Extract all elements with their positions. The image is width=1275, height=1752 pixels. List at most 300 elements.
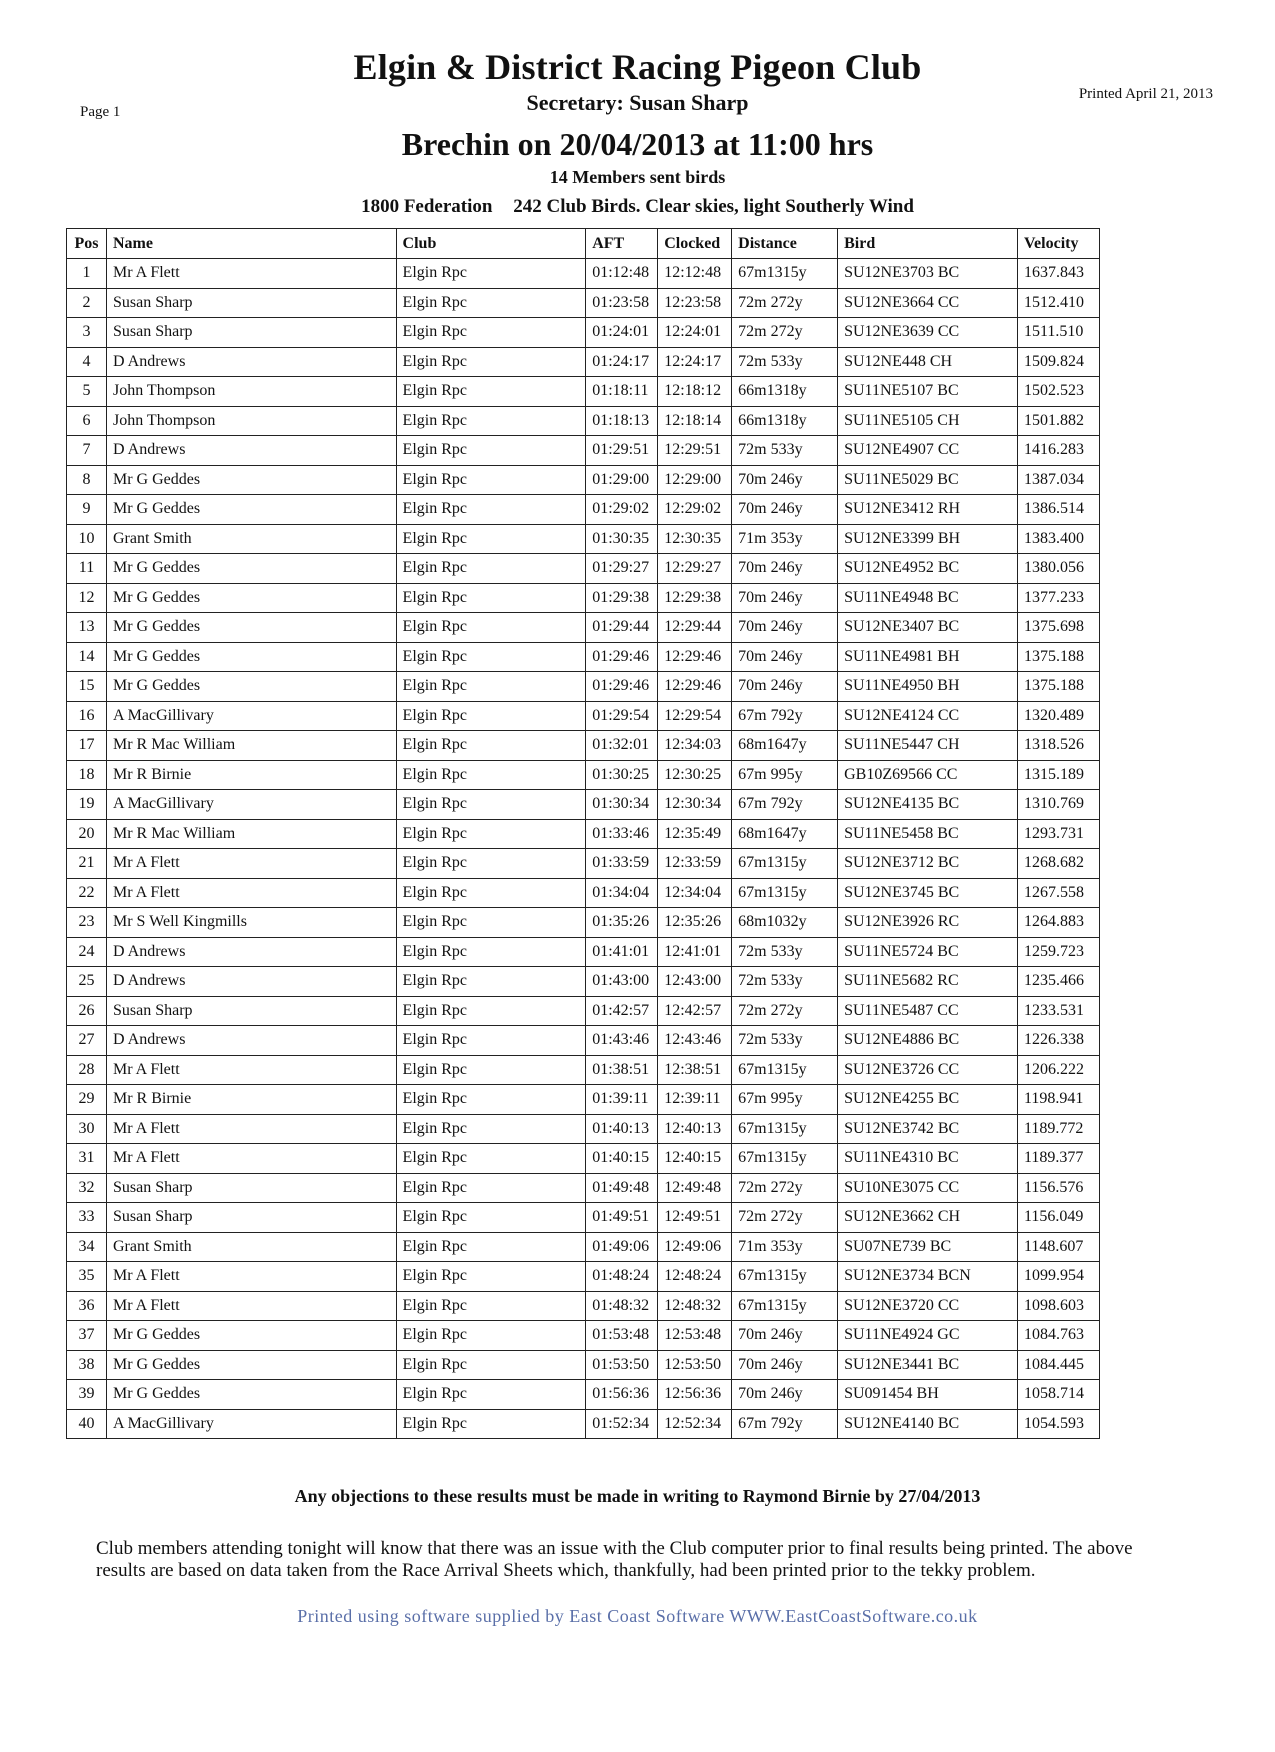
cell-bird: SU11NE5105 CH [838,406,1018,436]
cell-velocity: 1310.769 [1017,790,1099,820]
cell-velocity: 1226.338 [1017,1026,1099,1056]
cell-name: D Andrews [106,347,396,377]
cell-name: Mr G Geddes [106,642,396,672]
cell-club: Elgin Rpc [396,1144,586,1174]
cell-name: Susan Sharp [106,318,396,348]
cell-name: D Andrews [106,937,396,967]
cell-distance: 67m 995y [732,760,838,790]
cell-name: Mr A Flett [106,1144,396,1174]
cell-pos: 32 [67,1173,107,1203]
cell-bird: SU11NE5447 CH [838,731,1018,761]
cell-club: Elgin Rpc [396,1203,586,1233]
cell-distance: 72m 533y [732,967,838,997]
cell-distance: 72m 533y [732,436,838,466]
table-row [67,524,1100,554]
cell-distance: 67m1315y [732,1291,838,1321]
cell-name: A MacGillivary [106,790,396,820]
cell-clocked: 12:29:38 [658,583,732,613]
cell-club: Elgin Rpc [396,1085,586,1115]
cell-distance: 71m 353y [732,524,838,554]
cell-pos: 16 [67,701,107,731]
cell-clocked: 12:18:12 [658,377,732,407]
cell-bird: SU11NE4981 BH [838,642,1018,672]
cell-clocked: 12:43:46 [658,1026,732,1056]
cell-bird: SU11NE5724 BC [838,937,1018,967]
race-heading: Brechin on 20/04/2013 at 11:00 hrs [401,126,874,162]
cell-aft: 01:49:51 [586,1203,658,1233]
cell-club: Elgin Rpc [396,436,586,466]
cell-aft: 01:35:26 [586,908,658,938]
cell-bird: SU12NE3664 CC [838,288,1018,318]
cell-club: Elgin Rpc [396,465,586,495]
cell-velocity: 1156.049 [1017,1203,1099,1233]
cell-aft: 01:29:44 [586,613,658,643]
cell-bird: SU12NE4135 BC [838,790,1018,820]
cell-velocity: 1383.400 [1017,524,1099,554]
cell-velocity: 1084.763 [1017,1321,1099,1351]
table-row [67,465,1100,495]
cell-clocked: 12:35:49 [658,819,732,849]
cell-distance: 67m1315y [732,849,838,879]
cell-bird: SU10NE3075 CC [838,1173,1018,1203]
cell-name: Mr R Mac William [106,819,396,849]
cell-name: Grant Smith [106,524,396,554]
cell-bird: SU12NE4140 BC [838,1409,1018,1439]
cell-aft: 01:33:59 [586,849,658,879]
cell-velocity: 1293.731 [1017,819,1099,849]
cell-bird: SU12NE4124 CC [838,701,1018,731]
cell-pos: 21 [67,849,107,879]
table-row [67,1409,1100,1439]
table-row [67,436,1100,466]
cell-pos: 34 [67,1232,107,1262]
table-row [67,1055,1100,1085]
cell-bird: SU12NE4886 BC [838,1026,1018,1056]
cell-name: Mr G Geddes [106,495,396,525]
cell-aft: 01:29:46 [586,672,658,702]
cell-velocity: 1084.445 [1017,1350,1099,1380]
cell-clocked: 12:24:01 [658,318,732,348]
software-credit: Printed using software supplied by East Coast Software WWW.EastCoastSoftware.co.uk [297,1606,978,1626]
cell-name: Mr G Geddes [106,1321,396,1351]
cell-distance: 72m 272y [732,1173,838,1203]
cell-aft: 01:29:46 [586,642,658,672]
cell-pos: 35 [67,1262,107,1292]
cell-velocity: 1375.188 [1017,672,1099,702]
cell-aft: 01:48:24 [586,1262,658,1292]
cell-name: Mr G Geddes [106,554,396,584]
cell-name: Susan Sharp [106,996,396,1026]
cell-bird: SU12NE4952 BC [838,554,1018,584]
cell-clocked: 12:52:34 [658,1409,732,1439]
cell-velocity: 1189.772 [1017,1114,1099,1144]
cell-pos: 39 [67,1380,107,1410]
cell-distance: 67m1315y [732,1262,838,1292]
cell-clocked: 12:29:46 [658,642,732,672]
column-header-bird: Bird [838,229,1018,259]
cell-pos: 37 [67,1321,107,1351]
cell-velocity: 1320.489 [1017,701,1099,731]
cell-name: Mr A Flett [106,1262,396,1292]
cell-pos: 7 [67,436,107,466]
cell-bird: GB10Z69566 CC [838,760,1018,790]
cell-clocked: 12:42:57 [658,996,732,1026]
cell-velocity: 1502.523 [1017,377,1099,407]
cell-aft: 01:33:46 [586,819,658,849]
cell-name: Mr G Geddes [106,1380,396,1410]
cell-club: Elgin Rpc [396,524,586,554]
cell-pos: 36 [67,1291,107,1321]
cell-distance: 70m 246y [732,1321,838,1351]
cell-velocity: 1156.576 [1017,1173,1099,1203]
cell-aft: 01:24:17 [586,347,658,377]
column-header-aft: AFT [586,229,658,259]
cell-clocked: 12:29:54 [658,701,732,731]
table-row [67,1203,1100,1233]
cell-name: Mr A Flett [106,1291,396,1321]
cell-bird: SU12NE3441 BC [838,1350,1018,1380]
table-row [67,701,1100,731]
cell-distance: 67m1315y [732,1114,838,1144]
table-row [67,1291,1100,1321]
table-row [67,583,1100,613]
cell-aft: 01:40:13 [586,1114,658,1144]
cell-clocked: 12:29:51 [658,436,732,466]
cell-aft: 01:30:35 [586,524,658,554]
cell-bird: SU12NE3399 BH [838,524,1018,554]
table-row [67,1321,1100,1351]
cell-club: Elgin Rpc [396,1262,586,1292]
table-row [67,347,1100,377]
cell-club: Elgin Rpc [396,288,586,318]
cell-name: Mr A Flett [106,849,396,879]
cell-distance: 70m 246y [732,1380,838,1410]
cell-name: Mr G Geddes [106,465,396,495]
cell-clocked: 12:33:59 [658,849,732,879]
cell-distance: 68m1647y [732,731,838,761]
cell-pos: 31 [67,1144,107,1174]
cell-club: Elgin Rpc [396,1380,586,1410]
table-row [67,849,1100,879]
cell-pos: 24 [67,937,107,967]
cell-pos: 2 [67,288,107,318]
cell-club: Elgin Rpc [396,259,586,289]
cell-bird: SU11NE5487 CC [838,996,1018,1026]
cell-bird: SU12NE3712 BC [838,849,1018,879]
cell-name: John Thompson [106,406,396,436]
cell-club: Elgin Rpc [396,1055,586,1085]
cell-name: Mr A Flett [106,259,396,289]
cell-club: Elgin Rpc [396,1291,586,1321]
cell-aft: 01:18:11 [586,377,658,407]
cell-pos: 23 [67,908,107,938]
cell-name: Mr R Birnie [106,760,396,790]
cell-name: John Thompson [106,377,396,407]
cell-pos: 8 [67,465,107,495]
table-row [67,996,1100,1026]
table-row [67,1380,1100,1410]
cell-aft: 01:43:00 [586,967,658,997]
cell-velocity: 1099.954 [1017,1262,1099,1292]
cell-name: Mr G Geddes [106,672,396,702]
cell-aft: 01:32:01 [586,731,658,761]
cell-clocked: 12:24:17 [658,347,732,377]
cell-velocity: 1235.466 [1017,967,1099,997]
cell-bird: SU12NE3926 RC [838,908,1018,938]
cell-clocked: 12:35:26 [658,908,732,938]
table-row [67,1144,1100,1174]
cell-velocity: 1315.189 [1017,760,1099,790]
cell-pos: 20 [67,819,107,849]
column-header-pos: Pos [67,229,107,259]
cell-clocked: 12:53:50 [658,1350,732,1380]
cell-aft: 01:29:51 [586,436,658,466]
table-row [67,1232,1100,1262]
cell-club: Elgin Rpc [396,583,586,613]
cell-aft: 01:56:36 [586,1380,658,1410]
cell-velocity: 1416.283 [1017,436,1099,466]
cell-name: Mr R Birnie [106,1085,396,1115]
cell-bird: SU11NE5682 RC [838,967,1018,997]
cell-distance: 67m 995y [732,1085,838,1115]
cell-velocity: 1264.883 [1017,908,1099,938]
table-row [67,642,1100,672]
cell-pos: 13 [67,613,107,643]
cell-velocity: 1380.056 [1017,554,1099,584]
cell-pos: 30 [67,1114,107,1144]
cell-name: A MacGillivary [106,701,396,731]
cell-velocity: 1509.824 [1017,347,1099,377]
column-header-name: Name [106,229,396,259]
cell-aft: 01:12:48 [586,259,658,289]
cell-bird: SU11NE4924 GC [838,1321,1018,1351]
cell-clocked: 12:38:51 [658,1055,732,1085]
results-body [67,259,1100,1439]
cell-pos: 29 [67,1085,107,1115]
cell-club: Elgin Rpc [396,642,586,672]
cell-bird: SU12NE3703 BC [838,259,1018,289]
cell-distance: 67m1315y [732,1144,838,1174]
cell-distance: 66m1318y [732,377,838,407]
cell-velocity: 1148.607 [1017,1232,1099,1262]
cell-clocked: 12:40:15 [658,1144,732,1174]
cell-club: Elgin Rpc [396,1173,586,1203]
cell-club: Elgin Rpc [396,347,586,377]
cell-clocked: 12:48:32 [658,1291,732,1321]
cell-clocked: 12:29:00 [658,465,732,495]
cell-club: Elgin Rpc [396,318,586,348]
cell-bird: SU12NE3745 BC [838,878,1018,908]
cell-aft: 01:49:48 [586,1173,658,1203]
cell-clocked: 12:49:48 [658,1173,732,1203]
cell-velocity: 1259.723 [1017,937,1099,967]
cell-pos: 19 [67,790,107,820]
cell-distance: 67m 792y [732,1409,838,1439]
cell-bird: SU12NE3639 CC [838,318,1018,348]
table-header-row [67,229,1100,259]
cell-name: D Andrews [106,1026,396,1056]
cell-aft: 01:29:38 [586,583,658,613]
table-row [67,1085,1100,1115]
cell-distance: 71m 353y [732,1232,838,1262]
table-row [67,613,1100,643]
cell-distance: 72m 533y [732,937,838,967]
cell-club: Elgin Rpc [396,1026,586,1056]
cell-bird: SU12NE4907 CC [838,436,1018,466]
cell-velocity: 1268.682 [1017,849,1099,879]
cell-name: Grant Smith [106,1232,396,1262]
cell-bird: SU11NE4310 BC [838,1144,1018,1174]
federation-count: 1800 Federation [361,196,493,217]
cell-pos: 18 [67,760,107,790]
secretary-line: Secretary: Susan Sharp [526,90,749,115]
cell-velocity: 1637.843 [1017,259,1099,289]
cell-club: Elgin Rpc [396,701,586,731]
cell-bird: SU12NE448 CH [838,347,1018,377]
cell-pos: 40 [67,1409,107,1439]
cell-name: Mr A Flett [106,1055,396,1085]
cell-pos: 27 [67,1026,107,1056]
cell-name: Mr A Flett [106,1114,396,1144]
cell-velocity: 1198.941 [1017,1085,1099,1115]
cell-clocked: 12:39:11 [658,1085,732,1115]
cell-aft: 01:39:11 [586,1085,658,1115]
cell-name: Mr G Geddes [106,1350,396,1380]
cell-aft: 01:41:01 [586,937,658,967]
cell-bird: SU091454 BH [838,1380,1018,1410]
cell-velocity: 1189.377 [1017,1144,1099,1174]
cell-velocity: 1386.514 [1017,495,1099,525]
cell-clocked: 12:56:36 [658,1380,732,1410]
cell-club: Elgin Rpc [396,554,586,584]
column-header-velocity: Velocity [1017,229,1099,259]
cell-pos: 6 [67,406,107,436]
cell-bird: SU11NE5458 BC [838,819,1018,849]
table-row [67,760,1100,790]
cell-velocity: 1054.593 [1017,1409,1099,1439]
cell-velocity: 1511.510 [1017,318,1099,348]
cell-name: Mr S Well Kingmills [106,908,396,938]
cell-clocked: 12:30:34 [658,790,732,820]
cell-bird: SU12NE3742 BC [838,1114,1018,1144]
cell-distance: 72m 533y [732,1026,838,1056]
cell-clocked: 12:34:04 [658,878,732,908]
cell-velocity: 1375.188 [1017,642,1099,672]
cell-club: Elgin Rpc [396,878,586,908]
cell-aft: 01:23:58 [586,288,658,318]
cell-distance: 67m1315y [732,1055,838,1085]
cell-clocked: 12:23:58 [658,288,732,318]
cell-club: Elgin Rpc [396,1409,586,1439]
table-row [67,731,1100,761]
cell-clocked: 12:30:35 [658,524,732,554]
table-row [67,878,1100,908]
cell-aft: 01:38:51 [586,1055,658,1085]
cell-pos: 1 [67,259,107,289]
cell-club: Elgin Rpc [396,908,586,938]
cell-pos: 28 [67,1055,107,1085]
table-row [67,937,1100,967]
cell-club: Elgin Rpc [396,967,586,997]
table-row [67,1350,1100,1380]
cell-bird: SU12NE3407 BC [838,613,1018,643]
cell-distance: 68m1647y [732,819,838,849]
cell-clocked: 12:29:46 [658,672,732,702]
cell-bird: SU11NE5029 BC [838,465,1018,495]
cell-distance: 70m 246y [732,672,838,702]
page-number: Page 1 [80,104,121,120]
cell-clocked: 12:29:27 [658,554,732,584]
cell-aft: 01:30:25 [586,760,658,790]
table-row [67,1114,1100,1144]
table-row [67,1262,1100,1292]
cell-clocked: 12:43:00 [658,967,732,997]
cell-name: Mr G Geddes [106,613,396,643]
cell-pos: 11 [67,554,107,584]
cell-clocked: 12:49:06 [658,1232,732,1262]
computer-issue-note: Club members attending tonight will know that there was an issue with the Club computer prior to final results being printed. The above results are based on data taken from the Race Arrival Sheets which, thankfully, had been printed prior to the tekky problem. [96,1538,1133,1581]
table-row [67,288,1100,318]
cell-club: Elgin Rpc [396,495,586,525]
cell-name: Susan Sharp [106,1203,396,1233]
cell-distance: 68m1032y [732,908,838,938]
cell-bird: SU12NE3726 CC [838,1055,1018,1085]
cell-aft: 01:29:27 [586,554,658,584]
table-row [67,672,1100,702]
weather-conditions: 242 Club Birds. Clear skies, light Southerly Wind [513,196,914,217]
cell-aft: 01:29:54 [586,701,658,731]
cell-club: Elgin Rpc [396,406,586,436]
cell-aft: 01:29:00 [586,465,658,495]
cell-club: Elgin Rpc [396,1232,586,1262]
cell-aft: 01:29:02 [586,495,658,525]
cell-clocked: 12:49:51 [658,1203,732,1233]
cell-distance: 70m 246y [732,465,838,495]
table-row [67,967,1100,997]
cell-club: Elgin Rpc [396,760,586,790]
cell-velocity: 1206.222 [1017,1055,1099,1085]
cell-pos: 38 [67,1350,107,1380]
cell-pos: 17 [67,731,107,761]
cell-club: Elgin Rpc [396,377,586,407]
column-header-distance: Distance [732,229,838,259]
cell-aft: 01:34:04 [586,878,658,908]
cell-bird: SU11NE4950 BH [838,672,1018,702]
cell-distance: 67m 792y [732,790,838,820]
cell-pos: 26 [67,996,107,1026]
cell-velocity: 1318.526 [1017,731,1099,761]
race-conditions [0,196,1275,218]
cell-name: Mr A Flett [106,878,396,908]
table-row [67,790,1100,820]
cell-name: Susan Sharp [106,288,396,318]
cell-aft: 01:43:46 [586,1026,658,1056]
cell-aft: 01:42:57 [586,996,658,1026]
cell-aft: 01:48:32 [586,1291,658,1321]
cell-distance: 66m1318y [732,406,838,436]
cell-clocked: 12:29:44 [658,613,732,643]
cell-club: Elgin Rpc [396,790,586,820]
cell-club: Elgin Rpc [396,819,586,849]
cell-clocked: 12:12:48 [658,259,732,289]
cell-distance: 70m 246y [732,554,838,584]
table-row [67,259,1100,289]
cell-velocity: 1098.603 [1017,1291,1099,1321]
cell-pos: 4 [67,347,107,377]
objections-notice: Any objections to these results must be made in writing to Raymond Birnie by 27/04/2013 [294,1486,981,1506]
cell-clocked: 12:18:14 [658,406,732,436]
cell-clocked: 12:30:25 [658,760,732,790]
